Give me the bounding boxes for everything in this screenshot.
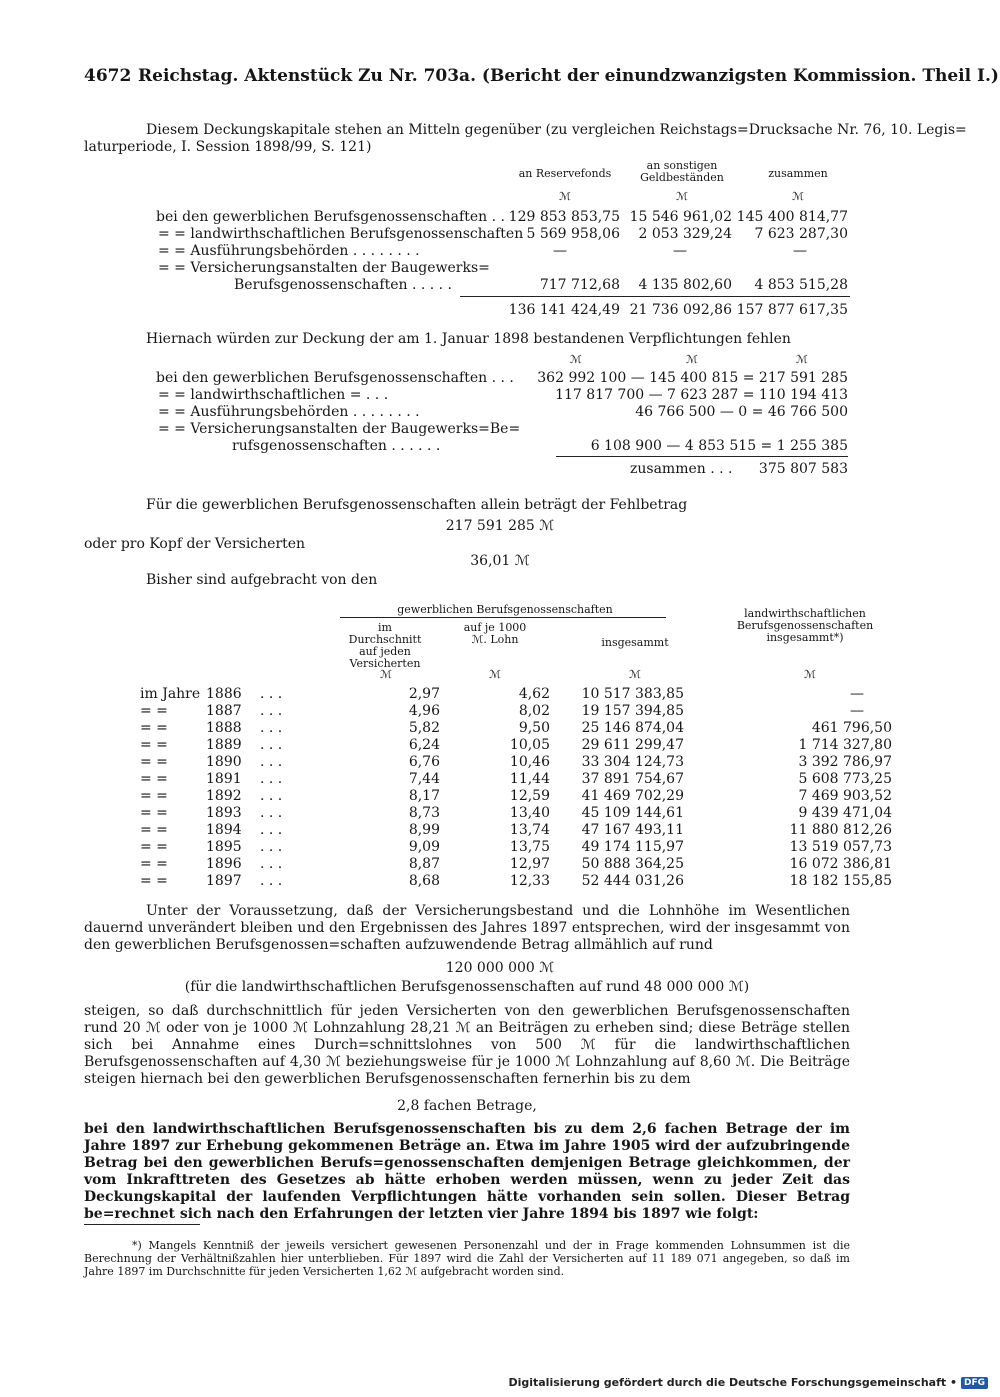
row-per-1000: 4,62 — [518, 686, 550, 702]
row-total: 41 469 702,29 — [581, 788, 684, 804]
t3-col-per-insured: im Durchschnitt auf jeden Versicherten — [348, 621, 422, 670]
row-per-insured: 6,24 — [408, 737, 440, 753]
row-agri: 7 469 903,52 — [798, 788, 892, 804]
row-year: 1895 — [206, 839, 242, 855]
para-deficit-intro: Hiernach würden zur Deckung der am 1. Januar 1898 bestandenen Verpflichtungen fehlen — [146, 331, 791, 347]
row-per-1000: 12,33 — [509, 873, 550, 889]
row-dots: . . . — [260, 822, 283, 838]
page-number: 4672 — [84, 66, 132, 86]
row-prefix: = = — [140, 856, 168, 872]
row-per-insured: 6,76 — [408, 754, 440, 770]
t2-row-label: bei den gewerblichen Berufsgenossenschaften . . . — [156, 370, 514, 386]
t3-group-header: gewerblichen Berufsgenossenschaften — [397, 603, 613, 616]
row-total: 45 109 144,61 — [581, 805, 684, 821]
footnote: *) Mangels Kenntniß der jeweils versichert gewesenen Personenzahl und der in Frage kommenden Lohnsummen ist die Berechnung der Verhältnißzahlen hier unterblieben. Für 1897 wird die Zahl der Versicherten auf 11 189 071 angegeben, so daß im Jahre 1897 im Durchschnitte für jeden Versicherten 1,62 ℳ aufgebracht worden sind. — [84, 1239, 850, 1278]
row-per-insured: 7,44 — [408, 771, 440, 787]
t2-sum-rule — [556, 456, 848, 457]
row-dots: . . . — [260, 737, 283, 753]
table-row — [140, 771, 892, 788]
t1-row-a: 5 569 958,06 — [526, 226, 620, 242]
t2-row-expr: 117 817 700 — 7 623 287 = 110 194 413 — [555, 387, 848, 403]
t1-row-label: bei den gewerblichen Berufsgenossenschaften . . — [156, 209, 505, 225]
row-per-insured: 8,73 — [408, 805, 440, 821]
t1-row-b: 4 135 802,60 — [638, 277, 732, 293]
row-total: 49 174 115,97 — [581, 839, 684, 855]
t3-col-per-1000: auf je 1000 ℳ. Lohn — [463, 621, 527, 646]
row-year: 1897 — [206, 873, 242, 889]
t1-col-other: an sonstigen Geldbeständen — [640, 159, 724, 184]
footer-text: Digitalisierung gefördert durch die Deutsche Forschungsgemeinschaft • — [508, 1376, 957, 1389]
intro-line-1: Diesem Deckungskapitale stehen an Mitteln gegenüber (zu vergleichen Reichstags=Drucksache Nr. 76, 10. Legis= — [146, 122, 967, 138]
row-per-insured: 8,99 — [408, 822, 440, 838]
row-per-insured: 9,09 — [408, 839, 440, 855]
row-per-1000: 12,97 — [509, 856, 550, 872]
row-prefix: = = — [140, 771, 168, 787]
t2-total-value: 375 807 583 — [758, 461, 848, 477]
row-agri: 5 608 773,25 — [798, 771, 892, 787]
t2-unit: ℳ — [796, 353, 808, 366]
row-dots: . . . — [260, 805, 283, 821]
row-per-insured: 5,82 — [408, 720, 440, 736]
t1-row-c: 7 623 287,30 — [754, 226, 848, 242]
row-year: 1894 — [206, 822, 242, 838]
row-total: 50 888 364,25 — [581, 856, 684, 872]
fach-betrage: 2,8 fachen Betrage, — [397, 1098, 537, 1114]
row-dots: . . . — [260, 703, 283, 719]
t3-unit: ℳ — [489, 668, 501, 681]
row-total: 33 304 124,73 — [581, 754, 684, 770]
fehlbetrag-amount: 217 591 285 ℳ — [445, 518, 555, 534]
page-title: Reichstag. Aktenstück Zu Nr. 703a. (Bericht der einundzwanzigsten Kommission. Theil I.) — [138, 66, 999, 86]
t1-sum-rule — [460, 296, 850, 297]
row-prefix: = = — [140, 703, 168, 719]
t3-group-rule — [340, 617, 666, 618]
para-fehlbetrag: Für die gewerblichen Berufsgenossenschaften allein beträgt der Fehlbetrag — [146, 497, 688, 513]
row-per-1000: 13,74 — [509, 822, 550, 838]
table-row — [140, 788, 892, 805]
t1-row-a: 129 853 853,75 — [508, 209, 620, 225]
row-year: 1893 — [206, 805, 242, 821]
para-agri-increase: bei den landwirthschaftlichen Berufsgenossenschaften bis zu dem 2,6 fachen Betrage der im Jahre 1897 zur Erhebung gekommenen Beträge an. Etwa im Jahre 1905 wird der aufzubringende Betrag bei den gewerblichen Berufs=genossenschaften demjenigen Betrage gleichkommen, der vom Inkrafttreten des Gesetzes ab hätte erhoben werden müssen, wenn zu jeder Zeit das Deckungskapital der laufenden Verpflichtungen hätte vorhanden sein sollen. Dieser Betrag be=rechnet sich nach den Erfahrungen der letzten vier Jahre 1894 bis 1897 wie folgt: — [84, 1121, 850, 1222]
t2-row-expr: 46 766 500 — 0 = 46 766 500 — [635, 404, 848, 420]
t1-row-c: — — [793, 243, 807, 259]
row-per-insured: 4,96 — [408, 703, 440, 719]
t1-total-c: 157 877 617,35 — [736, 302, 848, 318]
row-prefix: = = — [140, 737, 168, 753]
t2-row-expr: 6 108 900 — 4 853 515 = 1 255 385 — [590, 438, 848, 454]
t1-unit-b: ℳ — [676, 190, 688, 203]
row-agri: 18 182 155,85 — [789, 873, 892, 889]
row-per-1000: 12,59 — [509, 788, 550, 804]
agri-48m: (für die landwirthschaftlichen Berufsgenossenschaften auf rund 48 000 000 ℳ) — [184, 979, 750, 995]
row-agri: 3 392 786,97 — [798, 754, 892, 770]
row-year: 1886 — [206, 686, 242, 702]
row-total: 25 146 874,04 — [581, 720, 684, 736]
intro-line-2: laturperiode, I. Session 1898/99, S. 121) — [84, 139, 372, 155]
row-dots: . . . — [260, 771, 283, 787]
row-total: 10 517 383,85 — [581, 686, 684, 702]
t1-total-a: 136 141 424,49 — [508, 302, 620, 318]
row-per-insured: 8,87 — [408, 856, 440, 872]
row-per-insured: 8,68 — [408, 873, 440, 889]
t1-row-label: = = Versicherungsanstalten der Baugewerks= — [158, 260, 490, 276]
row-per-1000: 9,50 — [518, 720, 550, 736]
row-per-1000: 11,44 — [509, 771, 550, 787]
t3-col-total: insgesammt — [601, 636, 669, 649]
row-per-1000: 13,40 — [509, 805, 550, 821]
row-agri: 11 880 812,26 — [789, 822, 892, 838]
row-prefix: = = — [140, 805, 168, 821]
amount-120m: 120 000 000 ℳ — [445, 960, 555, 976]
t1-row-b: 2 053 329,24 — [638, 226, 732, 242]
row-dots: . . . — [260, 788, 283, 804]
t2-total-label: zusammen . . . — [630, 461, 733, 477]
row-per-1000: 10,46 — [509, 754, 550, 770]
row-prefix: = = — [140, 873, 168, 889]
row-prefix: = = — [140, 839, 168, 855]
t1-unit-c: ℳ — [792, 190, 804, 203]
row-dots: . . . — [260, 873, 283, 889]
row-total: 52 444 031,26 — [581, 873, 684, 889]
row-agri: 461 796,50 — [811, 720, 892, 736]
t2-row-label: = = Versicherungsanstalten der Baugewerks=Be= — [158, 421, 521, 437]
page-header — [84, 66, 999, 86]
dfg-logo: DFG — [961, 1377, 988, 1389]
footnote-rule — [84, 1224, 200, 1225]
t1-row-c: 4 853 515,28 — [754, 277, 848, 293]
t1-row-b: 15 546 961,02 — [629, 209, 732, 225]
t1-row-a: 717 712,68 — [539, 277, 620, 293]
t2-row-label: rufsgenossenschaften . . . . . . — [232, 438, 441, 454]
row-per-1000: 13,75 — [509, 839, 550, 855]
row-agri: 9 439 471,04 — [798, 805, 892, 821]
table-row — [140, 686, 892, 703]
table-row — [140, 822, 892, 839]
row-agri: 1 714 327,80 — [798, 737, 892, 753]
row-dots: . . . — [260, 686, 283, 702]
row-per-1000: 10,05 — [509, 737, 550, 753]
row-dots: . . . — [260, 754, 283, 770]
row-agri: — — [850, 703, 864, 719]
t1-row-label: Berufsgenossenschaften . . . . . — [234, 277, 453, 293]
t1-row-label: = = landwirthschaftlichen Berufsgenossenschaften — [158, 226, 524, 242]
table-row — [140, 754, 892, 771]
row-per-insured: 2,97 — [408, 686, 440, 702]
t2-row-label: = = landwirthschaftlichen = . . . — [158, 387, 389, 403]
t3-unit: ℳ — [380, 668, 392, 681]
row-prefix: = = — [140, 822, 168, 838]
contributions-table — [140, 686, 892, 890]
row-year: 1892 — [206, 788, 242, 804]
t3-col-agri: landwirthschaftlichen Berufsgenossenschaften insgesammt*) — [736, 607, 874, 644]
t1-col-reserve: an Reservefonds — [518, 167, 612, 180]
table-row — [140, 839, 892, 856]
row-prefix: = = — [140, 754, 168, 770]
t2-unit: ℳ — [570, 353, 582, 366]
row-total: 47 167 493,11 — [581, 822, 684, 838]
t2-row-label: = = Ausführungsbehörden . . . . . . . . — [158, 404, 420, 420]
row-per-insured: 8,17 — [408, 788, 440, 804]
table-row — [140, 805, 892, 822]
dfg-footer — [508, 1376, 988, 1389]
para-pro-kopf: oder pro Kopf der Versicherten — [84, 536, 306, 552]
row-prefix: = = — [140, 788, 168, 804]
row-total: 37 891 754,67 — [581, 771, 684, 787]
row-agri: 16 072 386,81 — [789, 856, 892, 872]
row-agri: 13 519 057,73 — [789, 839, 892, 855]
table-row — [140, 873, 892, 890]
para-steigen: steigen, so daß durchschnittlich für jeden Versicherten von den gewerblichen Berufsgenossenschaften rund 20 ℳ oder von je 1000 ℳ Lohnzahlung 28,21 ℳ an Beiträgen zu erheben sind; diese Beträge stellen sich bei Annahme eines Durch=schnittslohnes von 500 ℳ für die landwirthschaftlichen Berufsgenossenschaften auf 4,30 ℳ beziehungsweise für je 1000 ℳ Lohnzahlung auf 8,60 ℳ. Die Beiträge steigen hiernach bei den gewerblichen Berufsgenossenschaften fernerhin bis zu dem — [84, 1003, 850, 1087]
row-total: 29 611 299,47 — [581, 737, 684, 753]
table-row — [140, 720, 892, 737]
row-dots: . . . — [260, 720, 283, 736]
row-prefix: im Jahre — [140, 686, 201, 702]
table-row — [140, 856, 892, 873]
table-row — [140, 737, 892, 754]
t1-row-label: = = Ausführungsbehörden . . . . . . . . — [158, 243, 420, 259]
t1-row-b: — — [673, 243, 687, 259]
t3-unit: ℳ — [804, 668, 816, 681]
row-total: 19 157 394,85 — [581, 703, 684, 719]
row-dots: . . . — [260, 839, 283, 855]
table-row — [140, 703, 892, 720]
row-agri: — — [850, 686, 864, 702]
t1-unit-a: ℳ — [559, 190, 571, 203]
para-voraussetzung: Unter der Voraussetzung, daß der Versicherungsbestand und die Lohnhöhe im Wesentlichen dauernd unverändert bleiben und den Ergebnissen des Jahres 1897 entsprechen, wird der insgesammt von den gewerblichen Berufsgenossen=schaften aufzuwendende Betrag allmählich auf rund — [84, 903, 850, 953]
t2-row-expr: 362 992 100 — 145 400 815 = 217 591 285 — [537, 370, 848, 386]
row-year: 1887 — [206, 703, 242, 719]
t2-unit: ℳ — [686, 353, 698, 366]
row-prefix: = = — [140, 720, 168, 736]
t3-unit: ℳ — [629, 668, 641, 681]
t1-col-total: zusammen — [768, 167, 828, 180]
t1-row-c: 145 400 814,77 — [736, 209, 848, 225]
row-per-1000: 8,02 — [518, 703, 550, 719]
row-year: 1889 — [206, 737, 242, 753]
row-year: 1891 — [206, 771, 242, 787]
row-year: 1888 — [206, 720, 242, 736]
row-year: 1896 — [206, 856, 242, 872]
t1-total-b: 21 736 092,86 — [629, 302, 732, 318]
para-bisher: Bisher sind aufgebracht von den — [146, 572, 378, 588]
pro-kopf-amount: 36,01 ℳ — [470, 553, 530, 569]
row-dots: . . . — [260, 856, 283, 872]
row-year: 1890 — [206, 754, 242, 770]
t1-row-a: — — [553, 243, 567, 259]
